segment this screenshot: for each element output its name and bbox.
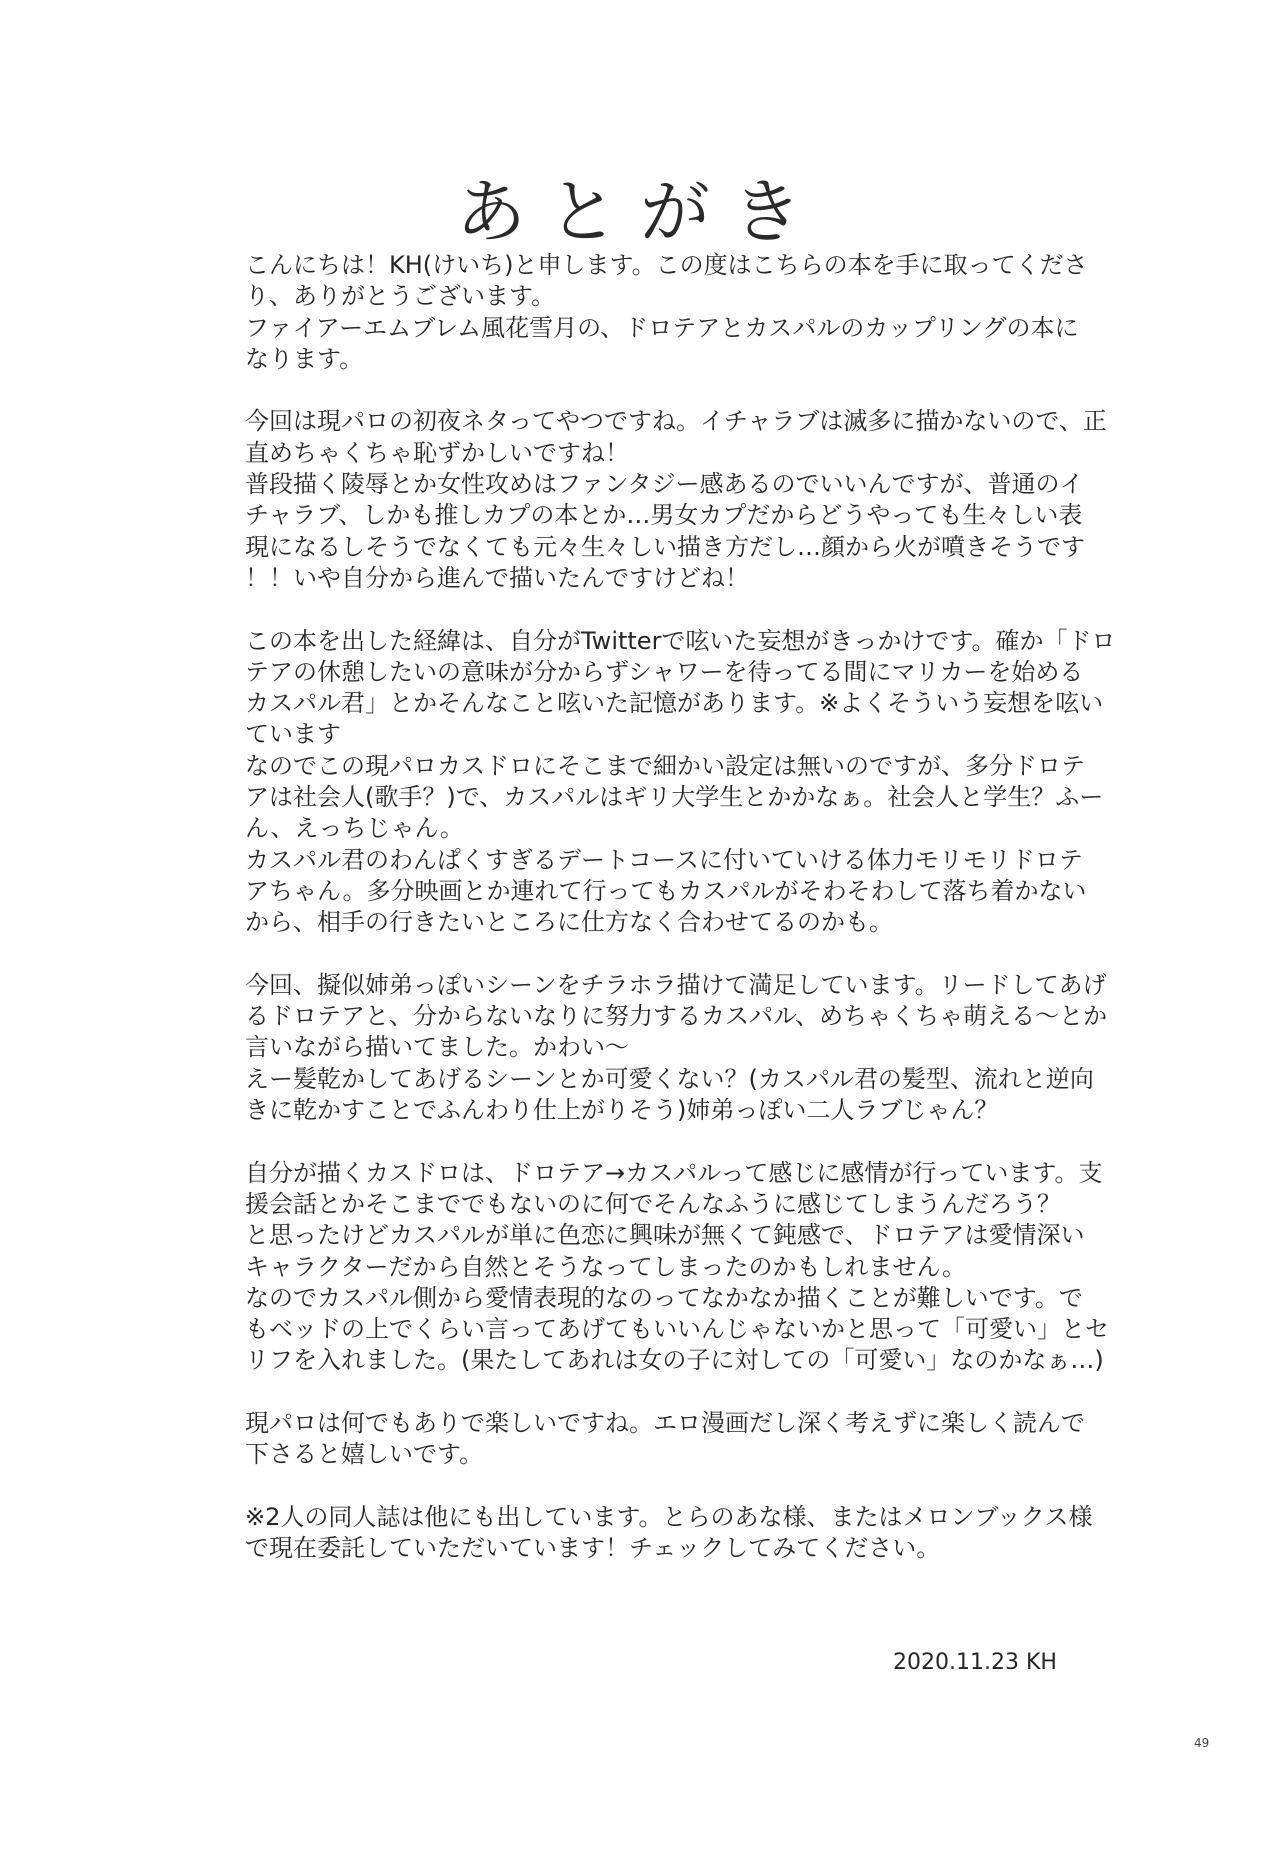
text-line: ファイアーエムブレム風花雪月の、ドロテアとカスパルのカップリングの本に bbox=[245, 313, 1079, 342]
text-line: リフを入れました。(果たしてあれは女の子に対しての「可愛い」なのかなぁ…) bbox=[245, 1346, 1104, 1375]
text-line: アちゃん。多分映画とか連れて行ってもカスパルがそわそわして落ち着かない bbox=[245, 876, 1087, 905]
paragraph bbox=[245, 626, 1116, 939]
paragraph bbox=[245, 1158, 1109, 1377]
afterword-body bbox=[245, 250, 1116, 1596]
paragraph bbox=[245, 1408, 1085, 1471]
paragraph bbox=[245, 406, 1107, 594]
text-line: り、ありがとうございます。 bbox=[245, 282, 556, 311]
text-line: から、相手の行きたいところに仕方なく合わせてるのかも。 bbox=[245, 908, 893, 937]
text-line: ん、えっちじゃん。 bbox=[245, 814, 464, 843]
text-line: 下さると嬉しいです。 bbox=[245, 1440, 484, 1469]
text-line: なのでこの現パロカスドロにそこまで細かい設定は無いのですが、多分ドロテ bbox=[245, 751, 1085, 780]
text-line: ています bbox=[245, 720, 341, 749]
text-line: チャラブ、しかも推しカプの本とか…男女カプだからどうやっても生々しい表 bbox=[245, 501, 1083, 530]
text-line: キャラクターだから自然とそうなってしまったのかもしれません。 bbox=[245, 1252, 966, 1281]
text-line: と思ったけどカスパルが単に色恋に興味が無くて鈍感で、ドロテアは愛情深い bbox=[245, 1221, 1085, 1250]
text-line: この本を出した経緯は、自分がTwitterで呟いた妄想がきっかけです。確か「ドロ bbox=[245, 626, 1116, 655]
signature-date: 2020.11.23 KH bbox=[893, 1650, 1057, 1675]
text-line: 現パロは何でもありで楽しいですね。エロ漫画だし深く考えずに楽しく読んで bbox=[245, 1408, 1085, 1437]
paragraph bbox=[245, 250, 1088, 375]
paragraph bbox=[245, 1502, 1093, 1565]
text-line: 直めちゃくちゃ恥ずかしいですね！ bbox=[245, 438, 629, 467]
text-line: カスパル君のわんぱくすぎるデートコースに付いていける体力モリモリドロテ bbox=[245, 845, 1083, 874]
text-line: ！！いや自分から進んで描いたんですけどね！ bbox=[245, 563, 749, 592]
text-line: えー髪乾かしてあげるシーンとか可愛くない？(カスパル君の髪型、流れと逆向 bbox=[245, 1064, 1094, 1093]
text-line: 現になるしそうでなくても元々生々しい描き方だし…顔から火が噴きそうです bbox=[245, 532, 1085, 561]
page-number: 49 bbox=[1194, 1736, 1210, 1750]
text-line: 普段描く陵辱とか女性攻めはファンタジー感あるのでいいんですが、普通のイ bbox=[245, 470, 1084, 499]
text-line: なのでカスパル側から愛情表現的なのってなかなか描くことが難しいです。で bbox=[245, 1283, 1083, 1312]
page-title: あとがき bbox=[456, 170, 824, 253]
text-line: もベッドの上でくらい言ってあげてもいいんじゃないかと思って「可愛い」とセ bbox=[245, 1315, 1109, 1344]
text-line: テアの休憩したいの意味が分からずシャワーを待ってる間にマリカーを始める bbox=[245, 657, 1084, 686]
text-line: で現在委託していただいています！チェックしてみてください。 bbox=[245, 1534, 941, 1563]
text-line: なります。 bbox=[245, 344, 364, 373]
text-line: 援会話とかそこまででもないのに何でそんなふうに感じてしまうんだろう？ bbox=[245, 1189, 1061, 1218]
text-line: カスパル君」とかそんなこと呟いた記憶があります。※よくそういう妄想を呟い bbox=[245, 689, 1104, 718]
text-line: ※2人の同人誌は他にも出しています。とらのあな様、またはメロンブックス様 bbox=[245, 1502, 1093, 1531]
text-line: 自分が描くカスドロは、ドロテア→カスパルって感じに感情が行っています。支 bbox=[245, 1158, 1103, 1187]
text-line: きに乾かすことでふんわり仕上がりそう)姉弟っぽい二人ラブじゃん？ bbox=[245, 1096, 999, 1125]
text-line: 今回、擬似姉弟っぽいシーンをチラホラ描けて満足しています。リードしてあげ bbox=[245, 970, 1107, 999]
text-line: こんにちは！KH(けいち)と申します。この度はこちらの本を手に取ってくださ bbox=[245, 251, 1088, 279]
paragraph bbox=[245, 970, 1108, 1126]
text-line: 言いながら描いてました。かわい～ bbox=[245, 1033, 629, 1062]
text-line: るドロテアと、分からないなりに努力するカスパル、めちゃくちゃ萌える～とか bbox=[245, 1002, 1108, 1031]
text-line: アは社会人(歌手？)で、カスパルはギリ大学生とかかなぁ。社会人と学生？ふー bbox=[245, 783, 1104, 812]
text-line: 今回は現パロの初夜ネタってやつですね。イチャラブは滅多に描かないので、正 bbox=[245, 407, 1107, 436]
